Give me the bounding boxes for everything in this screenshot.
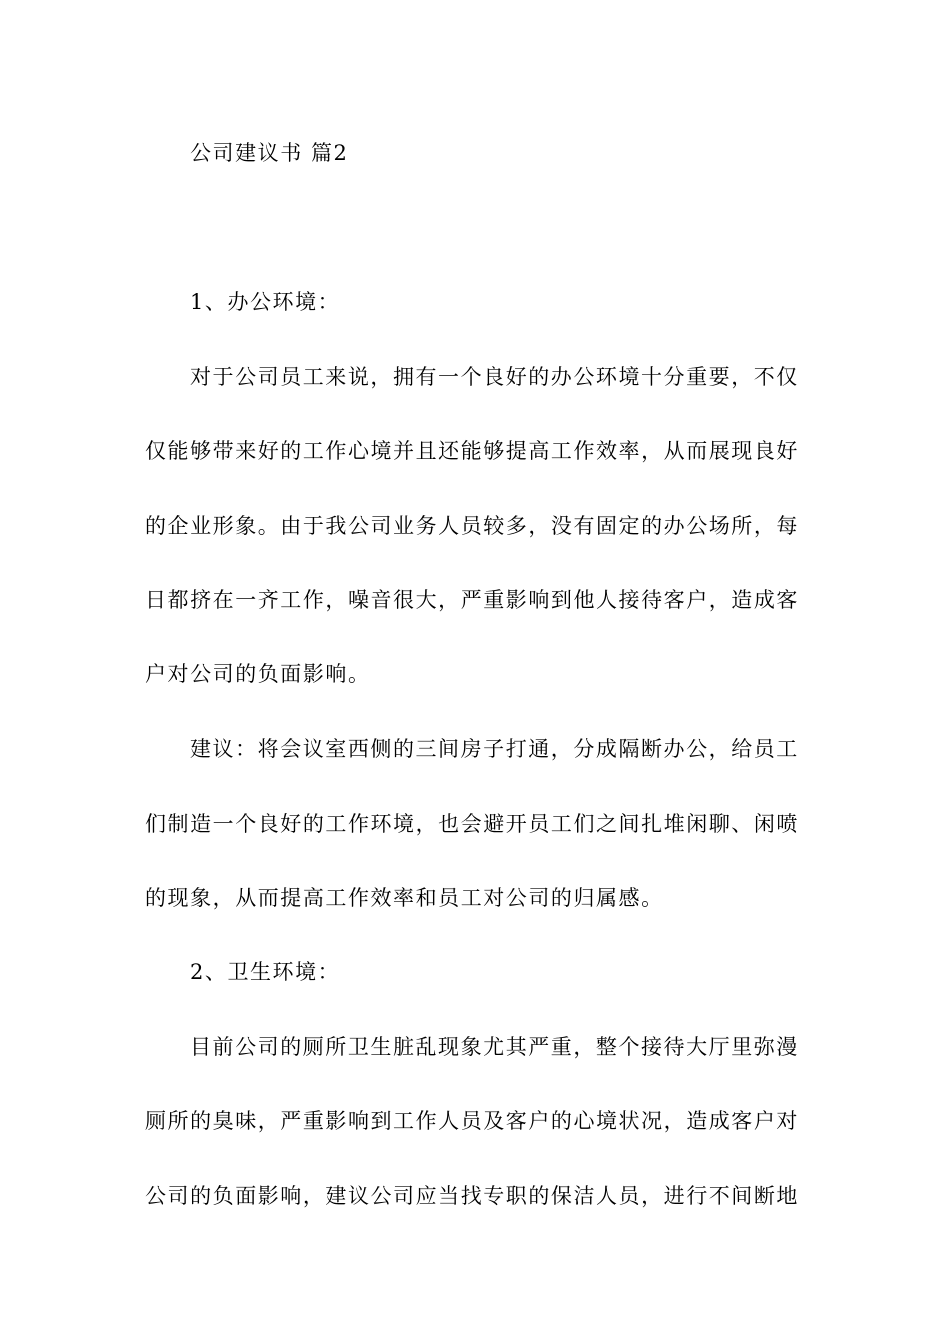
- paragraph-line: 厕所的臭味，严重影响到工作人员及客户的心境状况，造成客户对: [145, 1109, 799, 1133]
- paragraph-line: 的企业形象。由于我公司业务人员较多，没有固定的办公场所，每: [145, 514, 799, 538]
- document-title: 公司建议书 篇2: [190, 141, 349, 165]
- paragraph-line: 目前公司的厕所卫生脏乱现象尤其严重，整个接待大厅里弥漫: [190, 1035, 799, 1059]
- paragraph-line: 仅能够带来好的工作心境并且还能够提高工作效率，从而展现良好: [145, 439, 799, 463]
- paragraph-line: 对于公司员工来说，拥有一个良好的办公环境十分重要，不仅: [190, 365, 799, 389]
- paragraph-line: 建议：将会议室西侧的三间房子打通，分成隔断办公，给员工: [190, 737, 799, 761]
- paragraph-line: 户对公司的负面影响。: [145, 662, 371, 686]
- section-heading-sanitation-environment: 2、卫生环境：: [190, 960, 341, 984]
- paragraph-line: 们制造一个良好的工作环境，也会避开员工们之间扎堆闲聊、闲喷: [145, 812, 799, 836]
- paragraph-line: 的现象，从而提高工作效率和员工对公司的归属感。: [145, 886, 664, 910]
- section-heading-office-environment: 1、办公环境：: [190, 290, 341, 314]
- paragraph-line: 公司的负面影响，建议公司应当找专职的保洁人员，进行不间断地: [145, 1184, 799, 1208]
- paragraph-line: 日都挤在一齐工作，噪音很大，严重影响到他人接待客户，造成客: [145, 588, 799, 612]
